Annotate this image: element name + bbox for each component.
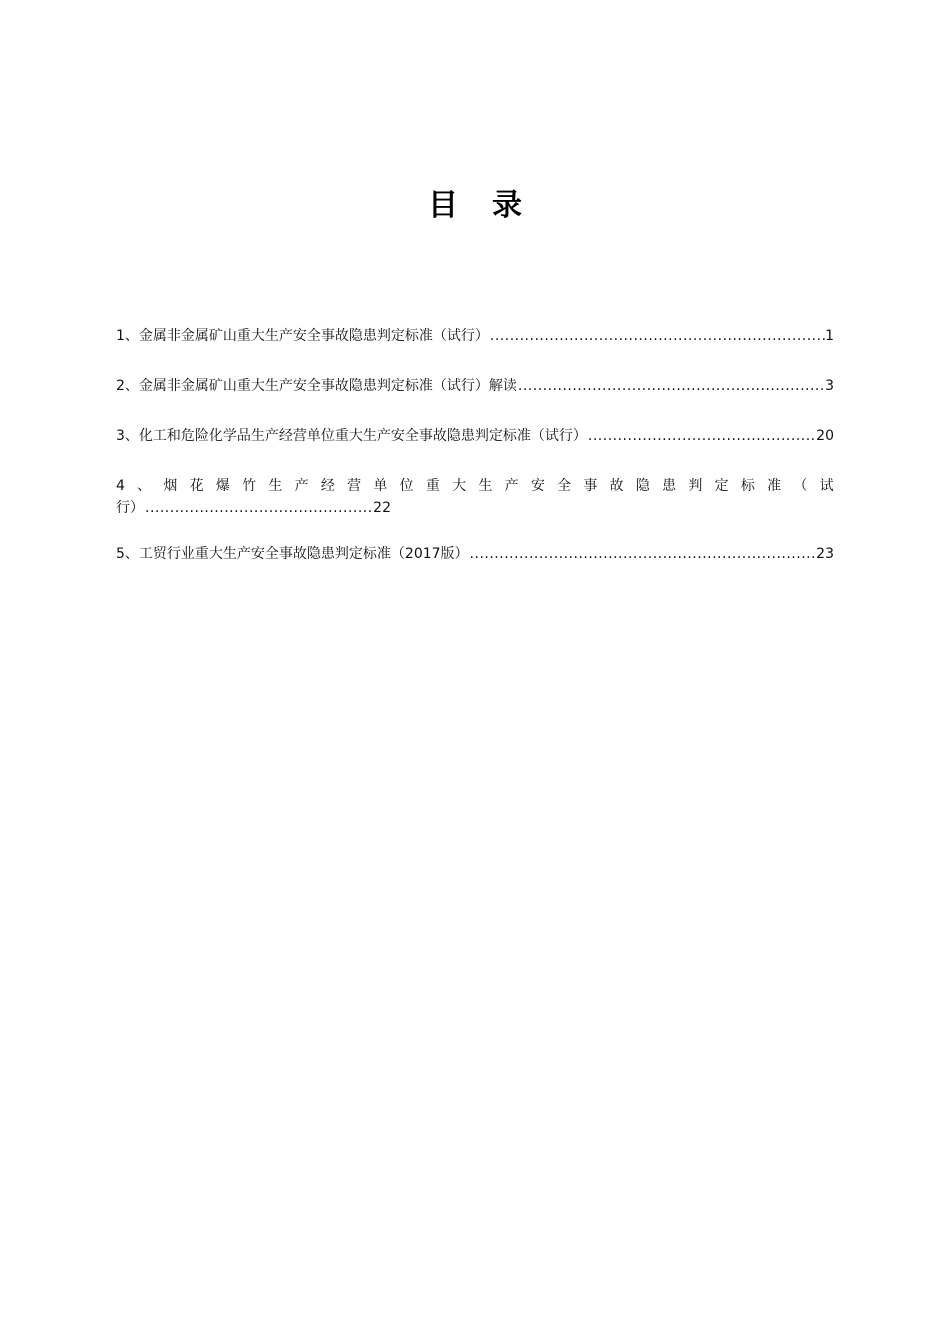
toc-leader-dots — [469, 543, 817, 565]
toc-entry-1[interactable] — [116, 325, 834, 347]
toc-entry-char: 安 — [530, 478, 545, 494]
toc-entry-3[interactable] — [116, 425, 834, 447]
toc-entry-char: 试 — [819, 478, 834, 494]
toc-page-number: 23 — [816, 546, 834, 562]
toc-entry-char: 经 — [320, 478, 335, 494]
toc-entry-char: （ — [793, 478, 808, 494]
toc-entry-char: 爆 — [215, 478, 230, 494]
toc-entry-char: 生 — [268, 478, 283, 494]
toc-entry-char: 全 — [557, 478, 572, 494]
toc-leader-dots — [144, 497, 373, 519]
toc-entry-char: 标 — [740, 478, 755, 494]
toc-entry-4[interactable] — [116, 475, 834, 519]
toc-entry-char: 准 — [767, 478, 782, 494]
toc-entry-char: 生 — [478, 478, 493, 494]
toc-entry-text: 行） — [116, 500, 144, 516]
toc-leader-dots — [489, 325, 825, 347]
toc-entry-text: 2、金属非金属矿山重大生产安全事故隐患判定标准（试行）解读 — [116, 378, 517, 394]
toc-entry-text: 3、化工和危险化学品生产经营单位重大生产安全事故隐患判定标准（试行） — [116, 428, 587, 444]
toc-page-number: 1 — [825, 328, 834, 344]
toc-entry-char: 产 — [294, 478, 309, 494]
toc-page-number: 3 — [825, 378, 834, 394]
toc-entry-char: 定 — [714, 478, 729, 494]
toc-entry-char: 烟 — [163, 478, 178, 494]
toc-entry-2[interactable] — [116, 375, 834, 397]
toc-entry-char: 故 — [609, 478, 624, 494]
toc-leader-dots — [587, 425, 816, 447]
toc-entry-char: 竹 — [242, 478, 257, 494]
toc-entry-text-line2 — [116, 497, 391, 519]
toc-entry-char: 、 — [137, 478, 152, 494]
toc-entry-char: 判 — [688, 478, 703, 494]
toc-leader-dots — [517, 375, 825, 397]
page-title: 目录 — [428, 188, 556, 223]
toc-entry-text: 1、金属非金属矿山重大生产安全事故隐患判定标准（试行） — [116, 328, 489, 344]
toc-entry-char: 位 — [399, 478, 414, 494]
toc-entry-char: 营 — [347, 478, 362, 494]
toc-page-number: 20 — [816, 428, 834, 444]
toc-entry-5[interactable] — [116, 543, 834, 565]
toc-entry-char: 患 — [662, 478, 677, 494]
toc-entry-char: 4 — [116, 478, 125, 494]
toc-entry-char: 产 — [504, 478, 519, 494]
toc-entry-char: 重 — [425, 478, 440, 494]
toc-entry-char: 事 — [583, 478, 598, 494]
toc-entry-char: 隐 — [635, 478, 650, 494]
toc-entry-text: 5、工贸行业重大生产安全事故隐患判定标准（2017版） — [116, 546, 469, 562]
toc-entry-char: 花 — [189, 478, 204, 494]
toc-entry-text-line1 — [116, 475, 834, 497]
toc-entry-char: 单 — [373, 478, 388, 494]
toc-page-number: 22 — [373, 500, 391, 516]
toc-entry-char: 大 — [452, 478, 467, 494]
table-of-contents — [116, 325, 834, 593]
